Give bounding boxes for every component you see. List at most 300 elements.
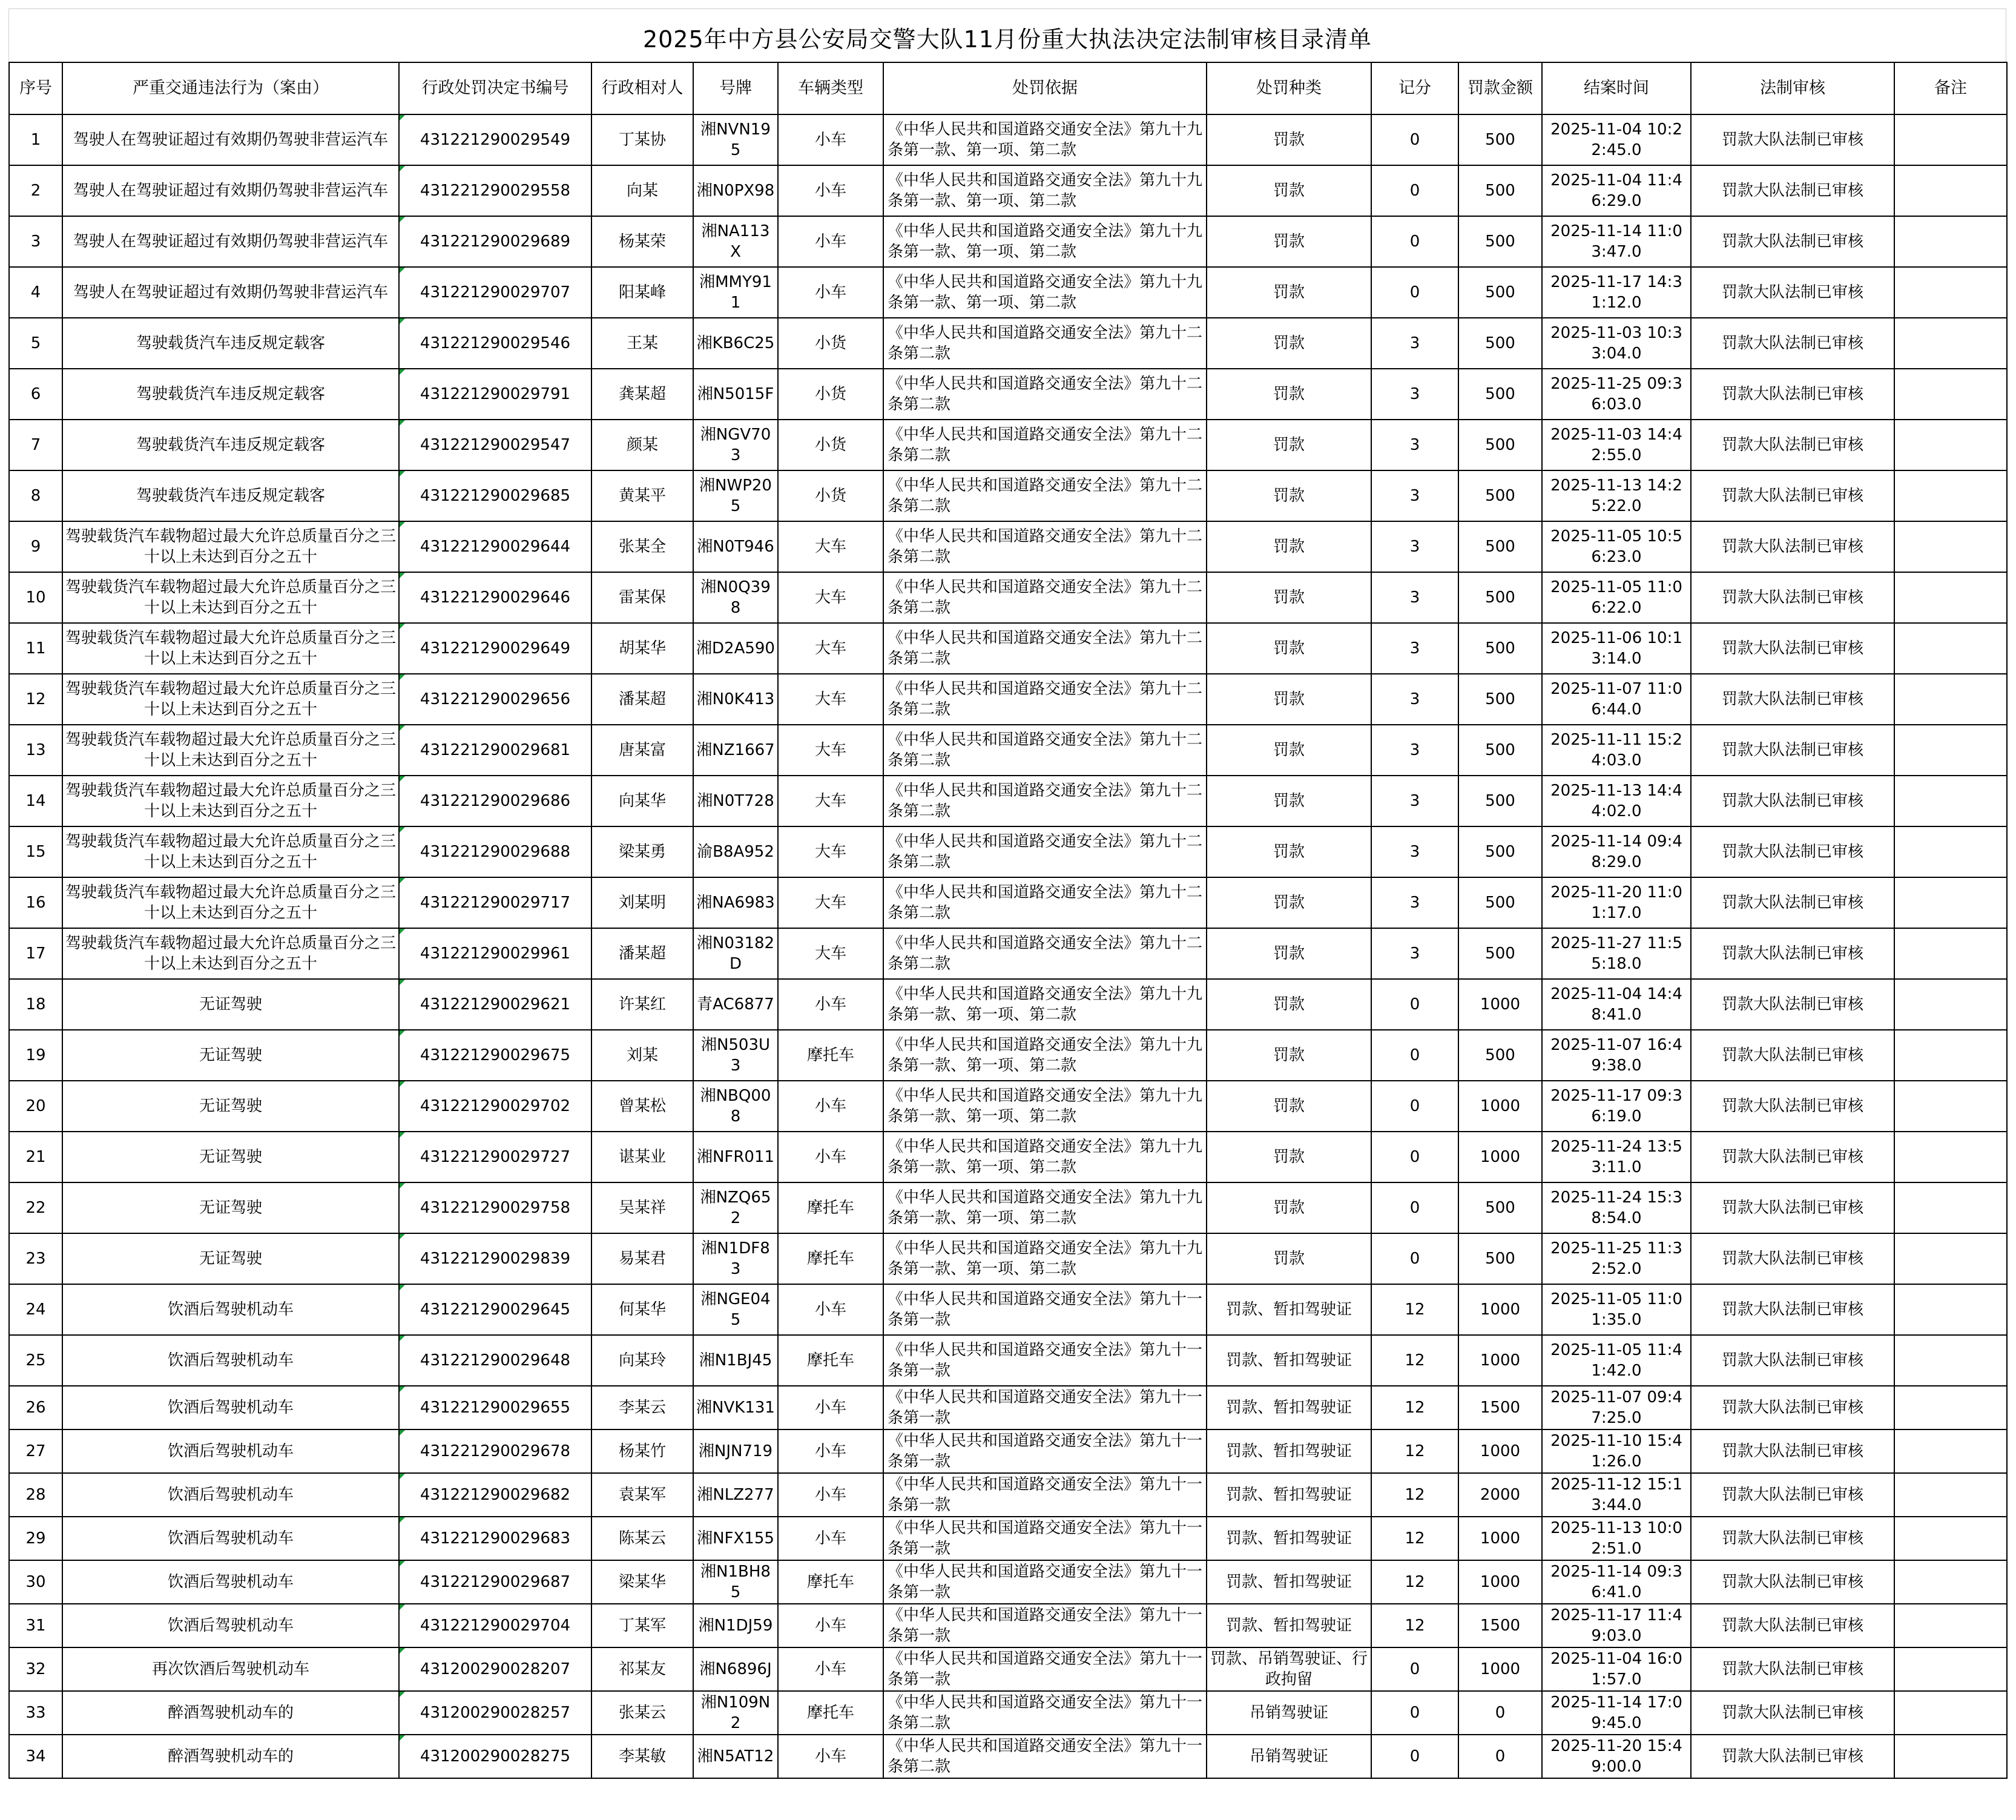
cell-review: 罚款大队法制已审核	[1691, 165, 1894, 216]
cell-penalty-type: 罚款、暂扣驾驶证	[1207, 1560, 1371, 1604]
cell-fine: 500	[1458, 369, 1542, 420]
cell-case: 驾驶载货汽车载物超过最大允许总质量百分之三十以上未达到百分之五十	[62, 674, 399, 725]
table-row	[9, 1560, 2007, 1604]
cell-review: 罚款大队法制已审核	[1691, 318, 1894, 369]
table-row	[9, 1335, 2007, 1386]
cell-doc-number: 431221290029717	[399, 877, 591, 928]
cell-case: 驾驶载货汽车载物超过最大允许总质量百分之三十以上未达到百分之五十	[62, 877, 399, 928]
cell-plate: 湘D2A590	[693, 623, 778, 674]
cell-closed-time: 2025-11-05 11:01:35.0	[1542, 1284, 1691, 1335]
cell-vehicle-type: 大车	[778, 674, 883, 725]
cell-penalty-type: 罚款、暂扣驾驶证	[1207, 1604, 1371, 1647]
cell-party: 丁某协	[591, 114, 693, 165]
cell-vehicle-type: 小车	[778, 1735, 883, 1778]
cell-case: 驾驶载货汽车载物超过最大允许总质量百分之三十以上未达到百分之五十	[62, 572, 399, 623]
cell-points: 12	[1371, 1604, 1458, 1647]
cell-review: 罚款大队法制已审核	[1691, 1560, 1894, 1604]
cell-doc-number: 431221290029645	[399, 1284, 591, 1335]
cell-closed-time: 2025-11-05 11:06:22.0	[1542, 572, 1691, 623]
cell-vehicle-type: 摩托车	[778, 1560, 883, 1604]
cell-review: 罚款大队法制已审核	[1691, 572, 1894, 623]
cell-points: 0	[1371, 267, 1458, 318]
cell-doc-number: 431221290029681	[399, 725, 591, 776]
cell-party: 杨某荣	[591, 216, 693, 267]
cell-closed-time: 2025-11-05 11:41:42.0	[1542, 1335, 1691, 1386]
cell-no: 22	[9, 1182, 62, 1233]
cell-basis: 《中华人民共和国道路交通安全法》第九十九条第一款、第一项、第二款	[883, 114, 1207, 165]
cell-vehicle-type: 大车	[778, 623, 883, 674]
cell-party: 张某全	[591, 521, 693, 572]
cell-penalty-type: 罚款	[1207, 776, 1371, 826]
cell-no: 27	[9, 1429, 62, 1473]
cell-case: 无证驾驶	[62, 1233, 399, 1284]
cell-review: 罚款大队法制已审核	[1691, 826, 1894, 877]
cell-vehicle-type: 小车	[778, 1604, 883, 1647]
cell-points: 3	[1371, 725, 1458, 776]
cell-penalty-type: 罚款	[1207, 826, 1371, 877]
cell-fine: 0	[1458, 1735, 1542, 1778]
table-row	[9, 1386, 2007, 1429]
cell-party: 潘某超	[591, 674, 693, 725]
cell-plate: 湘N1DJ59	[693, 1604, 778, 1647]
cell-fine: 0	[1458, 1691, 1542, 1735]
cell-doc-number: 431221290029675	[399, 1030, 591, 1081]
cell-penalty-type: 罚款	[1207, 1081, 1371, 1132]
cell-fine: 500	[1458, 1030, 1542, 1081]
cell-note	[1894, 877, 2007, 928]
cell-no: 23	[9, 1233, 62, 1284]
cell-closed-time: 2025-11-10 15:41:26.0	[1542, 1429, 1691, 1473]
cell-case: 饮酒后驾驶机动车	[62, 1335, 399, 1386]
cell-doc-number: 431221290029546	[399, 318, 591, 369]
cell-no: 18	[9, 979, 62, 1030]
col-header-note: 备注	[1894, 62, 2007, 114]
cell-review: 罚款大队法制已审核	[1691, 1030, 1894, 1081]
cell-case: 驾驶人在驾驶证超过有效期仍驾驶非营运汽车	[62, 165, 399, 216]
cell-case: 醉酒驾驶机动车的	[62, 1691, 399, 1735]
cell-fine: 500	[1458, 420, 1542, 470]
table-row	[9, 267, 2007, 318]
cell-vehicle-type: 小车	[778, 114, 883, 165]
cell-points: 0	[1371, 979, 1458, 1030]
cell-penalty-type: 罚款	[1207, 114, 1371, 165]
cell-review: 罚款大队法制已审核	[1691, 1735, 1894, 1778]
cell-case: 无证驾驶	[62, 1132, 399, 1182]
cell-note	[1894, 114, 2007, 165]
cell-review: 罚款大队法制已审核	[1691, 928, 1894, 979]
cell-review: 罚款大队法制已审核	[1691, 1284, 1894, 1335]
cell-basis: 《中华人民共和国道路交通安全法》第九十二条第二款	[883, 623, 1207, 674]
cell-points: 3	[1371, 623, 1458, 674]
cell-plate: 湘NVK131	[693, 1386, 778, 1429]
cell-points: 0	[1371, 1030, 1458, 1081]
cell-plate: 湘N5AT12	[693, 1735, 778, 1778]
cell-doc-number: 431221290029683	[399, 1517, 591, 1560]
cell-review: 罚款大队法制已审核	[1691, 216, 1894, 267]
col-header-basis: 处罚依据	[883, 62, 1207, 114]
cell-note	[1894, 572, 2007, 623]
cell-note	[1894, 369, 2007, 420]
cell-note	[1894, 1335, 2007, 1386]
cell-note	[1894, 623, 2007, 674]
cell-note	[1894, 165, 2007, 216]
cell-basis: 《中华人民共和国道路交通安全法》第九十二条第二款	[883, 725, 1207, 776]
cell-note	[1894, 674, 2007, 725]
cell-case: 饮酒后驾驶机动车	[62, 1604, 399, 1647]
cell-no: 10	[9, 572, 62, 623]
cell-plate: 湘NBQ008	[693, 1081, 778, 1132]
cell-penalty-type: 罚款	[1207, 1132, 1371, 1182]
cell-fine: 500	[1458, 1182, 1542, 1233]
cell-note	[1894, 1233, 2007, 1284]
cell-doc-number: 431221290029646	[399, 572, 591, 623]
cell-case: 驾驶载货汽车违反规定载客	[62, 470, 399, 521]
cell-vehicle-type: 摩托车	[778, 1030, 883, 1081]
cell-penalty-type: 罚款	[1207, 267, 1371, 318]
cell-closed-time: 2025-11-17 09:36:19.0	[1542, 1081, 1691, 1132]
cell-doc-number: 431221290029685	[399, 470, 591, 521]
cell-no: 13	[9, 725, 62, 776]
cell-closed-time: 2025-11-27 11:55:18.0	[1542, 928, 1691, 979]
cell-penalty-type: 罚款	[1207, 318, 1371, 369]
cell-points: 3	[1371, 420, 1458, 470]
col-header-no: 序号	[9, 62, 62, 114]
cell-basis: 《中华人民共和国道路交通安全法》第九十九条第一款、第一项、第二款	[883, 165, 1207, 216]
cell-case: 无证驾驶	[62, 979, 399, 1030]
cell-closed-time: 2025-11-12 15:13:44.0	[1542, 1473, 1691, 1517]
cell-doc-number: 431221290029678	[399, 1429, 591, 1473]
cell-plate: 湘MMY911	[693, 267, 778, 318]
cell-note	[1894, 1517, 2007, 1560]
cell-vehicle-type: 大车	[778, 776, 883, 826]
cell-review: 罚款大队法制已审核	[1691, 420, 1894, 470]
cell-penalty-type: 罚款	[1207, 1030, 1371, 1081]
cell-plate: 湘N1BJ45	[693, 1335, 778, 1386]
cell-basis: 《中华人民共和国道路交通安全法》第九十二条第二款	[883, 420, 1207, 470]
cell-points: 0	[1371, 216, 1458, 267]
cell-doc-number: 431200290028275	[399, 1735, 591, 1778]
cell-doc-number: 431221290029655	[399, 1386, 591, 1429]
cell-party: 黄某平	[591, 470, 693, 521]
cell-fine: 500	[1458, 572, 1542, 623]
cell-points: 12	[1371, 1560, 1458, 1604]
cell-penalty-type: 罚款	[1207, 979, 1371, 1030]
cell-note	[1894, 216, 2007, 267]
cell-fine: 500	[1458, 267, 1542, 318]
table-row	[9, 979, 2007, 1030]
cell-no: 15	[9, 826, 62, 877]
cell-closed-time: 2025-11-14 17:09:45.0	[1542, 1691, 1691, 1735]
cell-basis: 《中华人民共和国道路交通安全法》第九十二条第二款	[883, 877, 1207, 928]
cell-points: 0	[1371, 1182, 1458, 1233]
col-header-party: 行政相对人	[591, 62, 693, 114]
cell-no: 25	[9, 1335, 62, 1386]
cell-note	[1894, 1735, 2007, 1778]
cell-closed-time: 2025-11-03 10:33:04.0	[1542, 318, 1691, 369]
cell-case: 驾驶载货汽车违反规定载客	[62, 369, 399, 420]
table-row	[9, 1517, 2007, 1560]
cell-vehicle-type: 大车	[778, 826, 883, 877]
cell-closed-time: 2025-11-14 09:36:41.0	[1542, 1560, 1691, 1604]
cell-points: 0	[1371, 1691, 1458, 1735]
cell-basis: 《中华人民共和国道路交通安全法》第九十二条第二款	[883, 776, 1207, 826]
cell-points: 12	[1371, 1386, 1458, 1429]
cell-fine: 500	[1458, 521, 1542, 572]
cell-note	[1894, 1604, 2007, 1647]
cell-closed-time: 2025-11-04 11:46:29.0	[1542, 165, 1691, 216]
cell-review: 罚款大队法制已审核	[1691, 369, 1894, 420]
cell-no: 28	[9, 1473, 62, 1517]
cell-vehicle-type: 小车	[778, 1517, 883, 1560]
cell-party: 阳某峰	[591, 267, 693, 318]
cell-no: 33	[9, 1691, 62, 1735]
cell-case: 驾驶载货汽车违反规定载客	[62, 318, 399, 369]
cell-fine: 1000	[1458, 1517, 1542, 1560]
cell-note	[1894, 267, 2007, 318]
cell-basis: 《中华人民共和国道路交通安全法》第九十一条第一款	[883, 1604, 1207, 1647]
table-row	[9, 470, 2007, 521]
cell-review: 罚款大队法制已审核	[1691, 1081, 1894, 1132]
document-title: 2025年中方县公安局交警大队11月份重大执法决定法制审核目录清单	[8, 8, 2006, 62]
table-row	[9, 1182, 2007, 1233]
cell-case: 再次饮酒后驾驶机动车	[62, 1647, 399, 1691]
cell-plate: 湘NZQ652	[693, 1182, 778, 1233]
cell-fine: 500	[1458, 776, 1542, 826]
cell-plate: 渝B8A952	[693, 826, 778, 877]
cell-closed-time: 2025-11-06 10:13:14.0	[1542, 623, 1691, 674]
cell-penalty-type: 罚款	[1207, 216, 1371, 267]
table-header-row	[9, 62, 2007, 114]
cell-no: 9	[9, 521, 62, 572]
cell-review: 罚款大队法制已审核	[1691, 979, 1894, 1030]
cell-penalty-type: 罚款、暂扣驾驶证	[1207, 1386, 1371, 1429]
cell-points: 3	[1371, 826, 1458, 877]
cell-doc-number: 431221290029688	[399, 826, 591, 877]
cell-basis: 《中华人民共和国道路交通安全法》第九十九条第一款、第一项、第二款	[883, 216, 1207, 267]
cell-fine: 500	[1458, 1233, 1542, 1284]
cell-note	[1894, 1473, 2007, 1517]
cell-basis: 《中华人民共和国道路交通安全法》第九十二条第二款	[883, 318, 1207, 369]
cell-points: 12	[1371, 1284, 1458, 1335]
cell-penalty-type: 罚款、暂扣驾驶证	[1207, 1429, 1371, 1473]
cell-doc-number: 431221290029687	[399, 1560, 591, 1604]
table-row	[9, 1473, 2007, 1517]
cell-party: 许某红	[591, 979, 693, 1030]
cell-points: 12	[1371, 1429, 1458, 1473]
table-row	[9, 1132, 2007, 1182]
table-row	[9, 114, 2007, 165]
cell-case: 驾驶载货汽车载物超过最大允许总质量百分之三十以上未达到百分之五十	[62, 521, 399, 572]
cell-party: 向某玲	[591, 1335, 693, 1386]
cell-penalty-type: 罚款、吊销驾驶证、行政拘留	[1207, 1647, 1371, 1691]
cell-penalty-type: 罚款	[1207, 725, 1371, 776]
cell-note	[1894, 521, 2007, 572]
cell-review: 罚款大队法制已审核	[1691, 1429, 1894, 1473]
cell-doc-number: 431221290029961	[399, 928, 591, 979]
table-row	[9, 1691, 2007, 1735]
cell-note	[1894, 1284, 2007, 1335]
cell-party: 丁某军	[591, 1604, 693, 1647]
cell-basis: 《中华人民共和国道路交通安全法》第九十一条第一款	[883, 1335, 1207, 1386]
cell-plate: 青AC6877	[693, 979, 778, 1030]
cell-plate: 湘NA113X	[693, 216, 778, 267]
cell-vehicle-type: 小车	[778, 267, 883, 318]
cell-review: 罚款大队法制已审核	[1691, 470, 1894, 521]
cell-basis: 《中华人民共和国道路交通安全法》第九十一条第二款	[883, 1691, 1207, 1735]
cell-vehicle-type: 小车	[778, 1429, 883, 1473]
cell-basis: 《中华人民共和国道路交通安全法》第九十二条第二款	[883, 572, 1207, 623]
cell-plate: 湘N03182D	[693, 928, 778, 979]
cell-note	[1894, 979, 2007, 1030]
cell-fine: 500	[1458, 318, 1542, 369]
cell-no: 19	[9, 1030, 62, 1081]
cell-vehicle-type: 小车	[778, 165, 883, 216]
cell-basis: 《中华人民共和国道路交通安全法》第九十一条第一款	[883, 1517, 1207, 1560]
cell-review: 罚款大队法制已审核	[1691, 1335, 1894, 1386]
cell-points: 3	[1371, 776, 1458, 826]
cell-doc-number: 431221290029656	[399, 674, 591, 725]
cell-no: 16	[9, 877, 62, 928]
cell-basis: 《中华人民共和国道路交通安全法》第九十二条第二款	[883, 826, 1207, 877]
table-row	[9, 1604, 2007, 1647]
cell-penalty-type: 罚款、暂扣驾驶证	[1207, 1335, 1371, 1386]
cell-vehicle-type: 小车	[778, 1132, 883, 1182]
cell-party: 刘某明	[591, 877, 693, 928]
cell-review: 罚款大队法制已审核	[1691, 674, 1894, 725]
review-table	[8, 62, 2008, 1779]
cell-party: 李某敏	[591, 1735, 693, 1778]
cell-no: 17	[9, 928, 62, 979]
cell-note	[1894, 928, 2007, 979]
cell-fine: 1000	[1458, 979, 1542, 1030]
cell-doc-number: 431221290029549	[399, 114, 591, 165]
cell-plate: 湘NWP205	[693, 470, 778, 521]
cell-fine: 500	[1458, 928, 1542, 979]
cell-case: 驾驶人在驾驶证超过有效期仍驾驶非营运汽车	[62, 114, 399, 165]
cell-plate: 湘N0Q398	[693, 572, 778, 623]
table-row	[9, 623, 2007, 674]
table-row	[9, 1081, 2007, 1132]
cell-note	[1894, 1081, 2007, 1132]
cell-no: 32	[9, 1647, 62, 1691]
cell-party: 张某云	[591, 1691, 693, 1735]
cell-vehicle-type: 摩托车	[778, 1691, 883, 1735]
cell-party: 雷某保	[591, 572, 693, 623]
cell-party: 龚某超	[591, 369, 693, 420]
cell-points: 0	[1371, 1735, 1458, 1778]
cell-case: 驾驶载货汽车载物超过最大允许总质量百分之三十以上未达到百分之五十	[62, 776, 399, 826]
cell-doc-number: 431221290029558	[399, 165, 591, 216]
table-row	[9, 826, 2007, 877]
cell-doc-number: 431221290029644	[399, 521, 591, 572]
cell-no: 24	[9, 1284, 62, 1335]
cell-plate: 湘N1DF83	[693, 1233, 778, 1284]
cell-note	[1894, 725, 2007, 776]
cell-doc-number: 431221290029702	[399, 1081, 591, 1132]
cell-note	[1894, 1030, 2007, 1081]
cell-basis: 《中华人民共和国道路交通安全法》第九十一条第一款	[883, 1473, 1207, 1517]
table-row	[9, 725, 2007, 776]
col-header-closed-time: 结案时间	[1542, 62, 1691, 114]
cell-closed-time: 2025-11-05 10:56:23.0	[1542, 521, 1691, 572]
col-header-vehicle-type: 车辆类型	[778, 62, 883, 114]
cell-case: 驾驶载货汽车载物超过最大允许总质量百分之三十以上未达到百分之五十	[62, 623, 399, 674]
cell-note	[1894, 1386, 2007, 1429]
cell-vehicle-type: 摩托车	[778, 1182, 883, 1233]
cell-doc-number: 431221290029682	[399, 1473, 591, 1517]
cell-basis: 《中华人民共和国道路交通安全法》第九十九条第一款、第一项、第二款	[883, 267, 1207, 318]
cell-review: 罚款大队法制已审核	[1691, 776, 1894, 826]
cell-penalty-type: 罚款	[1207, 1233, 1371, 1284]
cell-closed-time: 2025-11-04 14:48:41.0	[1542, 979, 1691, 1030]
cell-doc-number: 431221290029648	[399, 1335, 591, 1386]
cell-case: 饮酒后驾驶机动车	[62, 1517, 399, 1560]
cell-review: 罚款大队法制已审核	[1691, 1386, 1894, 1429]
cell-points: 0	[1371, 1081, 1458, 1132]
cell-basis: 《中华人民共和国道路交通安全法》第九十一条第一款	[883, 1429, 1207, 1473]
cell-doc-number: 431221290029686	[399, 776, 591, 826]
cell-doc-number: 431221290029707	[399, 267, 591, 318]
cell-case: 饮酒后驾驶机动车	[62, 1429, 399, 1473]
cell-closed-time: 2025-11-11 15:24:03.0	[1542, 725, 1691, 776]
cell-fine: 500	[1458, 216, 1542, 267]
cell-plate: 湘N0T946	[693, 521, 778, 572]
table-row	[9, 928, 2007, 979]
cell-party: 曾某松	[591, 1081, 693, 1132]
cell-penalty-type: 罚款、暂扣驾驶证	[1207, 1473, 1371, 1517]
cell-closed-time: 2025-11-20 15:49:00.0	[1542, 1735, 1691, 1778]
cell-doc-number: 431221290029727	[399, 1132, 591, 1182]
cell-vehicle-type: 摩托车	[778, 1233, 883, 1284]
cell-points: 3	[1371, 521, 1458, 572]
cell-closed-time: 2025-11-25 09:36:03.0	[1542, 369, 1691, 420]
cell-penalty-type: 罚款	[1207, 623, 1371, 674]
cell-vehicle-type: 大车	[778, 928, 883, 979]
cell-points: 0	[1371, 1233, 1458, 1284]
table-row	[9, 369, 2007, 420]
table-row	[9, 1429, 2007, 1473]
cell-points: 3	[1371, 674, 1458, 725]
cell-fine: 1000	[1458, 1284, 1542, 1335]
cell-penalty-type: 罚款	[1207, 165, 1371, 216]
review-list-sheet	[8, 8, 2006, 1779]
cell-closed-time: 2025-11-04 10:22:45.0	[1542, 114, 1691, 165]
cell-plate: 湘NGE045	[693, 1284, 778, 1335]
cell-doc-number: 431221290029689	[399, 216, 591, 267]
table-row	[9, 521, 2007, 572]
cell-vehicle-type: 小货	[778, 470, 883, 521]
cell-review: 罚款大队法制已审核	[1691, 1647, 1894, 1691]
cell-case: 无证驾驶	[62, 1030, 399, 1081]
cell-plate: 湘NLZ277	[693, 1473, 778, 1517]
cell-party: 向某	[591, 165, 693, 216]
cell-doc-number: 431221290029547	[399, 420, 591, 470]
cell-no: 31	[9, 1604, 62, 1647]
cell-party: 袁某军	[591, 1473, 693, 1517]
cell-fine: 2000	[1458, 1473, 1542, 1517]
cell-plate: 湘NFR011	[693, 1132, 778, 1182]
cell-note	[1894, 826, 2007, 877]
cell-basis: 《中华人民共和国道路交通安全法》第九十二条第二款	[883, 928, 1207, 979]
cell-no: 4	[9, 267, 62, 318]
cell-vehicle-type: 小货	[778, 318, 883, 369]
cell-closed-time: 2025-11-07 11:06:44.0	[1542, 674, 1691, 725]
cell-penalty-type: 罚款	[1207, 470, 1371, 521]
table-row	[9, 1284, 2007, 1335]
cell-doc-number: 431200290028207	[399, 1647, 591, 1691]
cell-party: 唐某富	[591, 725, 693, 776]
cell-party: 杨某竹	[591, 1429, 693, 1473]
